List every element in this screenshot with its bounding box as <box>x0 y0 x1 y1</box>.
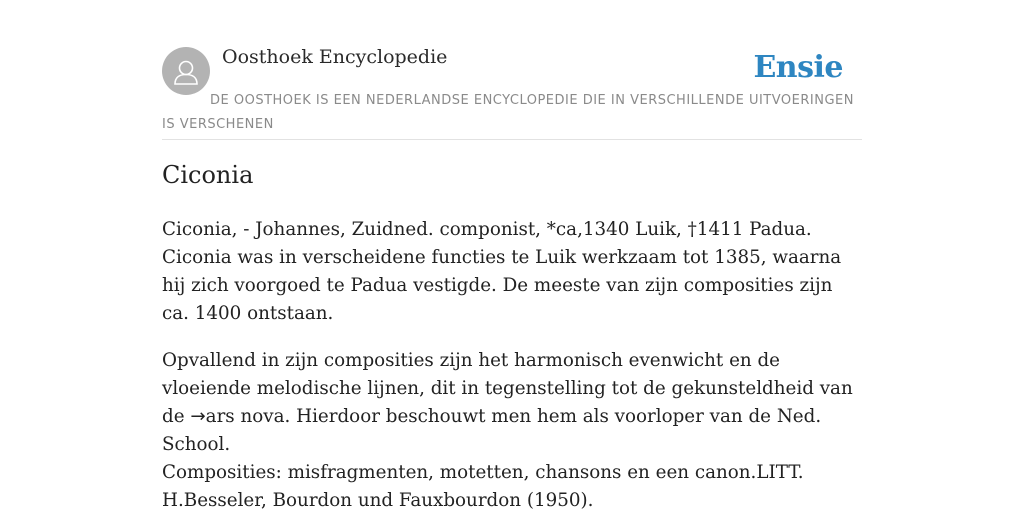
brand-logo[interactable]: Ensie <box>753 50 843 85</box>
paragraph-text: Opvallend in zijn composities zijn het harmonisch evenwicht en de vloeiende melodische lijnen, dit in tegenstelling tot de gekunsteldheid van de <box>162 350 853 427</box>
ars-nova-link[interactable]: ars nova <box>205 406 285 427</box>
page-content <box>162 0 862 511</box>
article-paragraph-1: Ciconia, - Johannes, Zuidned. componist, *ca,1340 Luik, †1411 Padua. Ciconia was in verscheidene functies te Luik werkzaam tot 1385, waarna hij zich voorgoed te Padua vestigde. De meeste van zijn composities zijn ca. 1400 ontstaan. <box>162 219 842 324</box>
paragraph-text: . Hierdoor beschouwt men hem als voorloper van de Ned. School. <box>162 406 822 455</box>
article-title: Ciconia <box>162 161 254 189</box>
source-avatar[interactable] <box>162 47 210 95</box>
source-description: DE OOSTHOEK IS EEN NEDERLANDSE ENCYCLOPEDIE DIE IN VERSCHILLENDE UITVOERINGEN IS VERSCHENEN <box>162 93 854 132</box>
source-header <box>162 0 862 140</box>
article-paragraph-3: Composities: misfragmenten, motetten, chansons en een canon.LITT. H.Besseler, Bourdon und Fauxbourdon (1950). <box>162 462 804 511</box>
source-title-link[interactable]: Oosthoek Encyclopedie <box>222 46 448 68</box>
user-silhouette-icon <box>162 47 210 95</box>
article-paragraph-2 <box>162 347 862 459</box>
arrow-icon[interactable]: → <box>190 406 206 427</box>
